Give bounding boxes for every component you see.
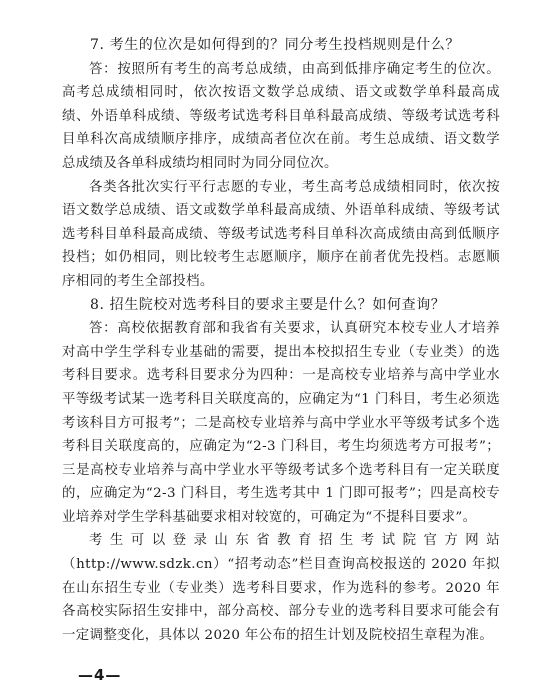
question-8-answer-paragraph-2: 考生可以登录山东省教育招生考试院官方网站（http://www.sdzk.cn）“招考动态”栏目查询高校报送的 2020 年拟在山东招生专业（专业类）选考科目要求，作为选科的参考。2020 年各高校实际招生安排中，部分高校、部分专业的选考科目要求可能会有一定调整变化，具体以 2020 年公布的招生计划及院校招生章程为准。 xyxy=(62,533,500,643)
question-7-answer-paragraph-1: 答：按照所有考生的高考总成绩，由高到低排序确定考生的位次。高考总成绩相同时，依次按语文数学总成绩、语文或数学单科最高成绩、外语单科成绩、等级考试选考科目单科最高成绩、等级考试选考科目单科次高成绩顺序排序，成绩高者位次在前。考生总成绩、语文数学总成绩及各单科成绩均相同时为同分同位次。 xyxy=(62,61,500,171)
question-8-title: 8. 招生院校对选考科目的要求主要是什么？如何查询？ xyxy=(90,296,446,313)
question-7-answer-paragraph-2: 各类各批次实行平行志愿的专业，考生高考总成绩相同时，依次按语文数学总成绩、语文或数学单科最高成绩、外语单科成绩、等级考试选考科目单科最高成绩、等级考试选考科目单科次高成绩由高到低顺序投档；如仍相同，则比较考生志愿顺序，顺序在前者优先投档。志愿顺序相同的考生全部投档。 xyxy=(62,179,500,289)
question-8-answer-paragraph-1: 答：高校依据教育部和我省有关要求，认真研究本校专业人才培养对高中学生学科专业基础的需要，提出本校拟招生专业（专业类）的选考科目要求。选考科目要求分为四种：一是高校专业培养与高中学业水平等级考试某一选考科目关联度高的，应确定为“1 门科目，考生必须选考该科目方可报考”；二是高校专业培养与高中学业水平等级考试多个选考科目关联度高的，应确定为“2-3 门科目，考生均须选考方可报考”；三是高校专业培养与高中学业水平等级考试多个选考科目有一定关联度的，应确定为“2-3 门科目，考生选考其中 1 门即可报考”；四是高校专业培养对学生学科基础要求相对较宽的，可确定为“不提科目要求”。 xyxy=(62,321,500,525)
document-body xyxy=(62,34,500,647)
page-number: —4— xyxy=(78,666,122,684)
question-7-title: 7. 考生的位次是如何得到的？同分考生投档规则是什么？ xyxy=(90,37,461,53)
